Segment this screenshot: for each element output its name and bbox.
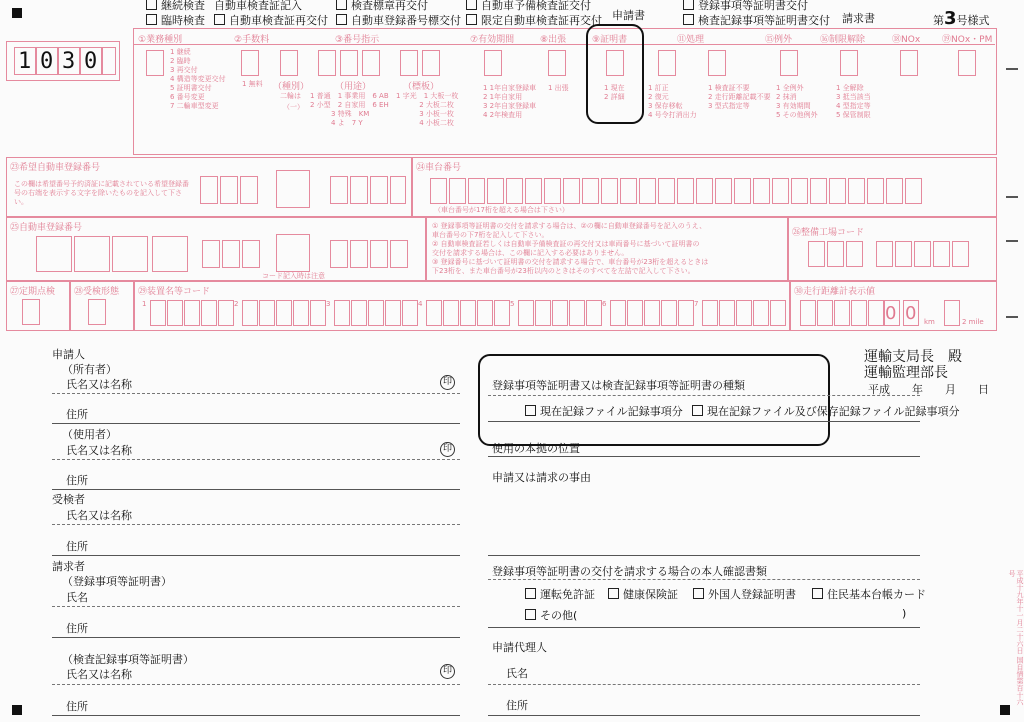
seal-mark: 印 xyxy=(440,375,455,390)
input-cell[interactable] xyxy=(753,178,770,204)
code-digit: 0 xyxy=(40,49,54,74)
input-cell[interactable] xyxy=(601,178,618,204)
yoto-options: 1 普通 1 事業用 6 AB 2 小型 2 自家用 6 EH 3 特殊 KM 4 よ 7 Y xyxy=(310,92,389,127)
input-cell[interactable] xyxy=(644,300,660,326)
input-cell[interactable] xyxy=(848,178,865,204)
input-cell[interactable] xyxy=(241,50,259,76)
header-shomei: ⑨証明書 xyxy=(592,35,628,45)
tesuryo-option: 1 無料 xyxy=(242,80,263,88)
jusho-label: 住所 xyxy=(66,622,88,635)
jusho-label: 住所 xyxy=(66,700,88,713)
input-cell[interactable] xyxy=(422,50,440,76)
margin-tick xyxy=(1006,316,1018,318)
form-number: 第3号様式 xyxy=(933,8,990,29)
input-cell[interactable] xyxy=(426,300,442,326)
input-cell[interactable] xyxy=(827,241,844,267)
side-note: 平成十九年十一月二十六日 国自情第百十六号 xyxy=(1008,570,1024,706)
input-cell[interactable] xyxy=(658,178,675,204)
input-cell[interactable] xyxy=(544,178,561,204)
jusho-label: 住所 xyxy=(66,408,88,421)
shimei-label: 氏名 xyxy=(66,591,88,604)
header-shori: ⑪処理 xyxy=(677,35,705,45)
input-cell[interactable] xyxy=(868,300,884,326)
seibi-label: ㉖整備工場コード xyxy=(792,228,865,238)
input-cell[interactable] xyxy=(201,300,217,326)
input-cell[interactable] xyxy=(780,50,798,76)
input-cell[interactable] xyxy=(791,178,808,204)
input-cell[interactable] xyxy=(851,300,867,326)
doc-other-close: ) xyxy=(902,607,907,620)
input-cell[interactable] xyxy=(610,300,626,326)
margin-tick xyxy=(1006,240,1018,242)
kibo-label: ㉓希望自動車登録番号 xyxy=(10,163,101,173)
shubetsu-value: （一） xyxy=(283,103,304,111)
shoyusha-label: （所有者） xyxy=(62,363,117,376)
checkbox[interactable] xyxy=(336,14,347,25)
hyoshiki-options: 1 字光 1 大板一枚 2 大板二枚 3 小板一枚 4 小板二枚 xyxy=(396,92,459,127)
sochi-group-number: 6 xyxy=(602,300,607,308)
shimei-label: 氏名又は名称 xyxy=(66,509,132,522)
doc-other: その他( xyxy=(525,607,577,623)
input-cell[interactable] xyxy=(477,300,493,326)
jiyu-label: 申請又は請求の事由 xyxy=(492,471,591,484)
header-noxpm: ⑲NOx・PM xyxy=(942,35,993,45)
reigai-options: 1 全例外 2 抹消 3 有効期間 5 その他例外 xyxy=(776,84,818,119)
header-yuko: ⑦有効期間 xyxy=(470,35,515,45)
shimei-label: 氏名 xyxy=(506,667,528,680)
notes: ① 登録事項等証明書の交付を請求する場合は、②の欄に自動車登録番号を記入のうえ、 車台番号の下7桁を記入して下さい。 ② 自動車検査証若しくは自動車予備検査証の再交付又は車両番号に基づいて証明書の 交付を請求する場合は、この欄に記入する必要はありません。 ③ 登録番号に基づいて証明書の交付を請求する場合で、車台番号が23桁を超えるときは 下23桁を、また車台番号が23桁以内のときはそのすべてを左詰で記入して下さい。 xyxy=(432,222,709,275)
input-cell[interactable] xyxy=(400,50,418,76)
checkbox[interactable] xyxy=(692,405,703,416)
input-cell[interactable] xyxy=(385,300,401,326)
jidosha-note: コード記入時は注意 xyxy=(262,272,325,280)
code-digit: 1 xyxy=(18,49,32,74)
input-cell[interactable] xyxy=(402,300,418,326)
sochi-group-number: 2 xyxy=(234,300,239,308)
input-cell[interactable] xyxy=(900,50,918,76)
shimei-label: 氏名又は名称 xyxy=(66,378,132,391)
seikyusho-label: 請求書 xyxy=(842,12,875,25)
gyomu-options: 1 継続 2 臨時 3 再交付 4 構造等変更交付 5 証明書交付 6 番号変更 7 二輪車型変更 xyxy=(170,48,226,110)
input-cell[interactable] xyxy=(563,178,580,204)
honkyo-label: 使用の本拠の位置 xyxy=(492,442,580,455)
seal-mark: 印 xyxy=(440,664,455,679)
doc-resident-card: 住民基本台帳カード xyxy=(812,586,926,602)
input-cell[interactable] xyxy=(218,300,234,326)
input-cell[interactable] xyxy=(952,241,969,267)
input-cell[interactable] xyxy=(876,241,893,267)
input-cell[interactable] xyxy=(627,300,643,326)
mile-label: 2 mile xyxy=(962,318,984,326)
sochi-label: ㉙装置名等コード xyxy=(138,287,211,297)
input-cell[interactable] xyxy=(677,178,694,204)
input-cell[interactable] xyxy=(678,300,694,326)
input-cell[interactable] xyxy=(895,241,912,267)
input-cell[interactable] xyxy=(829,178,846,204)
input-cell[interactable] xyxy=(586,300,602,326)
input-cell[interactable] xyxy=(569,300,585,326)
input-cell[interactable] xyxy=(958,50,976,76)
shimei-label: 氏名又は名称 xyxy=(66,444,132,457)
option-current-and-saved: 現在記録ファイル及び保存記録ファイル記録事項分 xyxy=(692,403,960,419)
input-cell[interactable] xyxy=(293,300,309,326)
checkbox[interactable] xyxy=(683,14,694,25)
seigen-options: 1 全解除 3 抵当該当 4 型指定等 5 保管制限 xyxy=(836,84,871,119)
header-shucho: ⑧出張 xyxy=(540,35,567,45)
input-cell[interactable] xyxy=(518,300,534,326)
shucho-option: 1 出張 xyxy=(548,84,569,92)
zero-digit: 0 xyxy=(905,303,917,324)
input-cell[interactable] xyxy=(810,178,827,204)
input-cell[interactable] xyxy=(734,178,751,204)
input-cell[interactable] xyxy=(146,50,164,76)
sochi-group-number: 4 xyxy=(418,300,423,308)
kyokucho-label: 運輸支局長 殿 xyxy=(864,349,962,365)
checkbox[interactable] xyxy=(525,609,536,620)
seikyusha-label: 請求者 xyxy=(52,560,85,573)
sochi-group-number: 1 xyxy=(142,300,147,308)
shubetsu-label: （種別） xyxy=(273,82,310,92)
input-cell[interactable] xyxy=(484,50,502,76)
jukenkei-label: ㉘受検形態 xyxy=(74,287,120,297)
sochi-group-number: 5 xyxy=(510,300,515,308)
option-current: 現在記録ファイル記録事項分 xyxy=(525,403,683,419)
shinseinin-label: 申請人 xyxy=(52,348,85,361)
input-cell[interactable] xyxy=(449,178,466,204)
input-cell[interactable] xyxy=(696,178,713,204)
header-gyomu: ①業務種別 xyxy=(138,35,183,45)
date-label: 平成 年 月 日 xyxy=(868,383,989,396)
jidosha-label: ㉕自動車登録番号 xyxy=(10,223,83,233)
input-cell[interactable] xyxy=(280,50,298,76)
input-cell[interactable] xyxy=(259,300,275,326)
input-cell[interactable] xyxy=(867,178,884,204)
jukensha-label: 受検者 xyxy=(52,493,85,506)
highlight-certificate-field xyxy=(586,24,644,124)
checkbox[interactable] xyxy=(683,0,694,10)
checkbox[interactable] xyxy=(214,14,225,25)
input-cell[interactable] xyxy=(548,50,566,76)
input-cell[interactable] xyxy=(334,300,350,326)
input-cell[interactable] xyxy=(184,300,200,326)
kanbucho-label: 運輸監理部長 xyxy=(864,365,948,381)
checkbox[interactable] xyxy=(693,588,704,599)
input-cell[interactable] xyxy=(525,178,542,204)
code-cell xyxy=(102,47,116,75)
input-cell[interactable] xyxy=(708,50,726,76)
input-cell[interactable] xyxy=(430,178,447,204)
toroku-sub-label: （登録事項等証明書） xyxy=(62,575,172,588)
honnin-label: 登録事項等証明書の交付を請求する場合の本人確認書類 xyxy=(492,565,767,578)
seal-mark: 印 xyxy=(440,442,455,457)
input-cell[interactable] xyxy=(552,300,568,326)
kensa-sub-label: （検査記録事項等証明書） xyxy=(62,653,194,666)
input-cell[interactable] xyxy=(702,300,718,326)
header-seigen: ⑯制限解除 xyxy=(820,35,866,45)
input-cell[interactable] xyxy=(715,178,732,204)
input-cell[interactable] xyxy=(242,300,258,326)
yuko-options: 1 1年自家登録車 2 1年自家用 3 2年自家登録車 4 2年検査用 xyxy=(483,84,537,119)
input-cell[interactable] xyxy=(460,300,476,326)
input-cell[interactable] xyxy=(834,300,850,326)
km-label: km xyxy=(924,318,935,326)
hyoshiki-label: （標板） xyxy=(403,82,440,92)
yoto-label: （用途） xyxy=(335,82,372,92)
input-cell[interactable] xyxy=(933,241,950,267)
corner-marker-bl xyxy=(12,705,22,715)
input-cell[interactable] xyxy=(318,50,336,76)
sochi-group-number: 7 xyxy=(694,300,699,308)
input-cell[interactable] xyxy=(150,300,166,326)
input-cell[interactable] xyxy=(914,241,931,267)
dairinin-label: 申請代理人 xyxy=(492,641,547,654)
kibo-note: この欄は希望番号予約済証に記載されている希望登録番号の右端を表示する文字を除いたものを記入して下さい。 xyxy=(14,180,189,206)
input-cell[interactable] xyxy=(772,178,789,204)
input-cell[interactable] xyxy=(620,178,637,204)
doc-license: 運転免許証 xyxy=(525,586,595,602)
input-cell[interactable] xyxy=(886,178,903,204)
input-cell[interactable] xyxy=(800,300,816,326)
teiki-label: ㉗定期点検 xyxy=(10,287,56,297)
shori2-options: 1 検査証不要 2 走行距離記載不要 3 型式指定等 xyxy=(708,84,771,110)
jusho-label: 住所 xyxy=(506,699,528,712)
checkbox[interactable] xyxy=(608,588,619,599)
checkbox[interactable] xyxy=(146,14,157,25)
shiyosha-label: （使用者） xyxy=(62,428,117,441)
header-bango: ③番号指示 xyxy=(335,35,380,45)
input-cell[interactable] xyxy=(840,50,858,76)
input-cell[interactable] xyxy=(736,300,752,326)
input-cell[interactable] xyxy=(639,178,656,204)
input-cell[interactable] xyxy=(340,50,358,76)
input-cell[interactable] xyxy=(817,300,833,326)
input-cell[interactable] xyxy=(719,300,735,326)
checkbox[interactable] xyxy=(146,0,157,10)
doc-insurance: 健康保険証 xyxy=(608,586,678,602)
header-reigai: ⑮例外 xyxy=(765,35,793,45)
code-digit: 0 xyxy=(84,49,98,74)
corner-marker-tl xyxy=(12,8,22,18)
zero-digit: 0 xyxy=(885,303,897,324)
checkbox[interactable] xyxy=(466,0,477,10)
shurui-title: 登録事項等証明書又は検査記録事項等証明書の種類 xyxy=(492,379,745,392)
input-cell[interactable] xyxy=(368,300,384,326)
highlight-certificate-type xyxy=(478,354,830,446)
input-cell[interactable] xyxy=(808,241,825,267)
shadai-note: （車台番号が17桁を超える場合は下さい） xyxy=(434,206,569,214)
input-cell[interactable] xyxy=(487,178,504,204)
code-digit: 3 xyxy=(62,49,76,74)
shinseisho-label: 申請書 xyxy=(612,9,645,22)
input-cell[interactable] xyxy=(753,300,769,326)
input-cell[interactable] xyxy=(661,300,677,326)
input-cell[interactable] xyxy=(846,241,863,267)
input-cell[interactable] xyxy=(276,300,292,326)
checkbox[interactable] xyxy=(525,588,536,599)
header-nox: ⑱NOx xyxy=(892,35,921,45)
shori-options: 1 訂正 2 復元 3 保存移転 4 号令打消出力 xyxy=(648,84,697,119)
checkbox[interactable] xyxy=(812,588,823,599)
input-cell[interactable] xyxy=(944,300,960,326)
input-cell[interactable] xyxy=(167,300,183,326)
checkbox[interactable] xyxy=(525,405,536,416)
input-cell[interactable] xyxy=(351,300,367,326)
checkbox[interactable] xyxy=(336,0,347,10)
doc-alien-reg: 外国人登録証明書 xyxy=(693,586,796,602)
shubetsu-note: 二輪は xyxy=(280,92,301,100)
shimei-label: 氏名又は名称 xyxy=(66,668,132,681)
input-cell[interactable] xyxy=(582,178,599,204)
jusho-label: 住所 xyxy=(66,474,88,487)
jusho-label: 住所 xyxy=(66,540,88,553)
shadai-label: ㉔車台番号 xyxy=(416,163,462,173)
input-cell[interactable] xyxy=(658,50,676,76)
margin-tick xyxy=(1006,68,1018,70)
input-cell[interactable] xyxy=(443,300,459,326)
margin-tick xyxy=(1006,196,1018,198)
sochi-group-number: 3 xyxy=(326,300,331,308)
input-cell[interactable] xyxy=(535,300,551,326)
input-cell[interactable] xyxy=(310,300,326,326)
input-cell[interactable] xyxy=(468,178,485,204)
input-cell[interactable] xyxy=(770,300,786,326)
soko-label: ㉚走行距離計表示値 xyxy=(794,287,876,297)
input-cell[interactable] xyxy=(362,50,380,76)
input-cell[interactable] xyxy=(494,300,510,326)
input-cell[interactable] xyxy=(506,178,523,204)
shomei-options: 1 現在 2 詳細 xyxy=(604,84,625,101)
input-cell[interactable] xyxy=(905,178,922,204)
checkbox[interactable] xyxy=(466,14,477,25)
header-tesuryo: ②手数料 xyxy=(234,35,270,45)
input-cell[interactable] xyxy=(88,299,106,325)
input-cell[interactable] xyxy=(22,299,40,325)
